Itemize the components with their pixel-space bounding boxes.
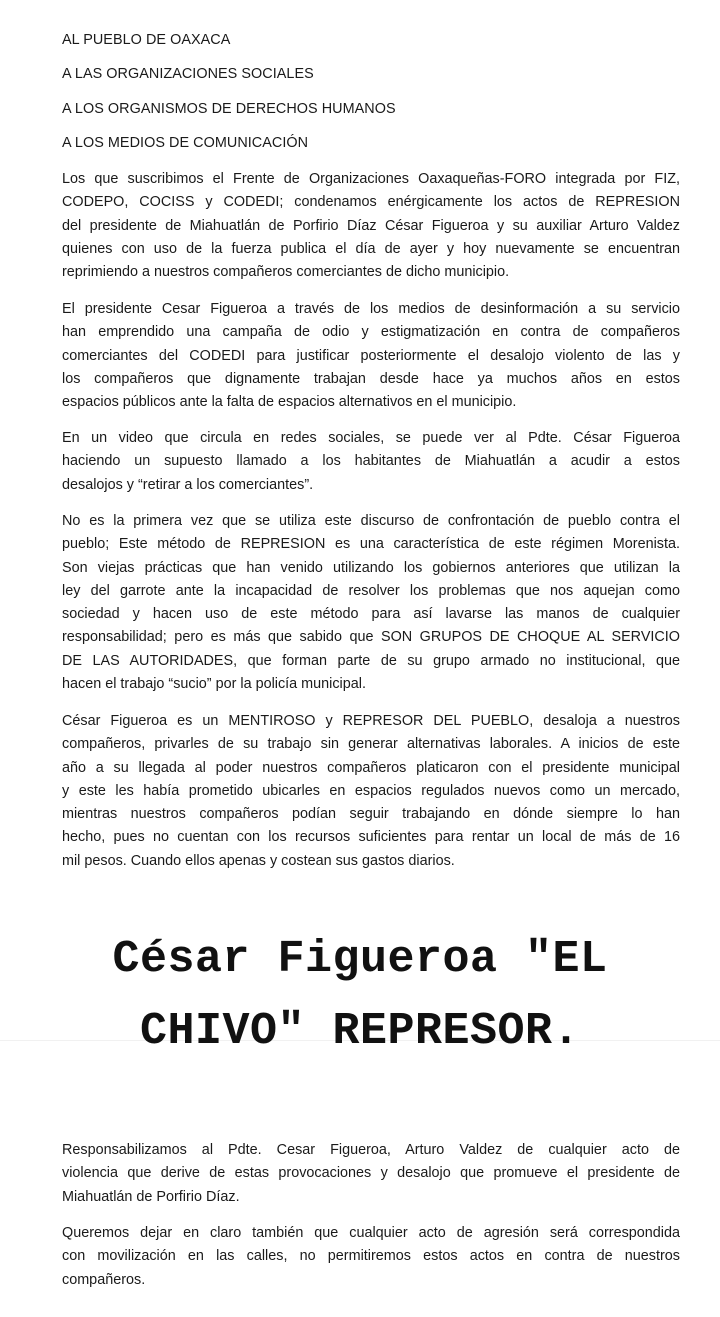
paragraph-mentiroso [62, 710, 680, 873]
text-line: Queremos dejar en claro también que cualquier acto de agresión será correspondida [62, 1225, 680, 1241]
text-line: César Figueroa es un MENTIROSO y REPRESOR DEL PUEBLO, desaloja a nuestros [62, 713, 680, 729]
text-line: Los que suscribimos el Frente de Organizaciones Oaxaqueñas-FORO integrada por FIZ, [62, 171, 680, 187]
text-line: mil pesos. Cuando ellos apenas y costean sus gastos diarios. [62, 852, 455, 869]
text-line: sociedad y hacen uso de este método para así lavarse las manos de cualquier [62, 606, 680, 623]
text-line: espacios públicos ante la falta de espacios alternativos en el municipio. [62, 394, 517, 411]
text-line: No es la primera vez que se utiliza este discurso de confrontación de pueblo contra el [62, 513, 680, 529]
text-line: reprimiendo a nuestros compañeros comerciantes de dicho municipio. [62, 264, 510, 281]
text-line: responsabilidad; pero es más que sabido que SON GRUPOS DE CHOQUE AL SERVICIO [62, 629, 680, 646]
text-line: del presidente de Miahuatlán de Porfirio Díaz César Figueroa y su auxiliar Arturo Valdez [62, 217, 680, 234]
text-line: han emprendido una campaña de odio y estigmatización en contra de compañeros [62, 324, 680, 341]
paragraph-video [62, 427, 680, 497]
paragraph-responsabilizamos [62, 1139, 680, 1209]
text-line: ley del garrote ante la incapacidad de resolver los problemas que nos aquejan como [62, 582, 680, 599]
paragraph-movilizacion [62, 1222, 680, 1292]
text-line: compañeros. [62, 1271, 146, 1288]
text-line: compañeros, privarles de su trabajo sin generar alternativas laborales. A inicios de este [62, 736, 680, 753]
text-line: DE LAS AUTORIDADES, que forman parte de su grupo armado no institucional, que [62, 652, 680, 669]
text-line: hacen el trabajo “sucio” por la policía municipal. [62, 676, 366, 693]
text-line: CODEPO, COCISS y CODEDI; condenamos enérgicamente los actos de REPRESION [62, 194, 680, 211]
text-line: hecho, pues no cuentan con los recursos suficientes para rentar un local de más de 16 [62, 829, 680, 846]
paragraph-campana-odio [62, 298, 680, 414]
headline-line-1: César Figueroa "EL [112, 934, 608, 985]
text-line: quienes con uso de la fuerza publica el día de ayer y hoy nuevamente se encuentran [62, 240, 680, 257]
headline-line-2: CHIVO" REPRESOR. [139, 1006, 581, 1057]
text-line: El presidente Cesar Figueroa a través de los medios de desinformación a su servicio [62, 301, 680, 317]
text-line: y este les había prometido ubicarles en espacios regulados nuevos como un mercado, [62, 782, 680, 799]
text-line: año a su llegada al poder nuestros compañeros platicaron con el presidente municipal [62, 759, 680, 776]
address-line-organizaciones: A LAS ORGANIZACIONES SOCIALES [62, 66, 314, 82]
paragraph-condena [62, 168, 680, 284]
text-line: los compañeros que dignamente trabajan desde hace ya muchos años en estos [62, 370, 680, 387]
text-line: desalojos y “retirar a los comerciantes”. [62, 476, 314, 493]
text-line: En un video que circula en redes sociales, se puede ver al Pdte. César Figueroa [62, 430, 680, 446]
address-line-derechos-humanos: A LOS ORGANISMOS DE DERECHOS HUMANOS [62, 101, 396, 117]
text-line: Miahuatlán de Porfirio Díaz. [62, 1188, 240, 1205]
text-line: pueblo; Este método de REPRESION es una característica de este régimen Morenista. [62, 536, 680, 553]
text-line: violencia que derive de estas provocaciones y desalojo que promueve el presidente de [62, 1165, 680, 1182]
text-line: haciendo un supuesto llamado a los habitantes de Miahuatlán a acudir a estos [62, 453, 680, 470]
paragraph-represion [62, 510, 680, 696]
address-line-medios: A LOS MEDIOS DE COMUNICACIÓN [62, 135, 309, 151]
text-line: con movilización en las calles, no permitiremos estos actos en contra de nuestros [62, 1248, 680, 1265]
text-line: Responsabilizamos al Pdte. Cesar Figueroa, Arturo Valdez de cualquier acto de [62, 1142, 680, 1158]
address-line-pueblo: AL PUEBLO DE OAXACA [62, 32, 231, 48]
text-line: Son viejas prácticas que han venido utilizando los gobiernos anteriores que utilizan la [62, 559, 680, 576]
text-line: comerciantes del CODEDI para justificar posteriormente el desalojo violento de las y [62, 347, 680, 364]
text-line: mientras nuestros compañeros podían seguir trabajando en dónde siempre lo han [62, 806, 680, 823]
